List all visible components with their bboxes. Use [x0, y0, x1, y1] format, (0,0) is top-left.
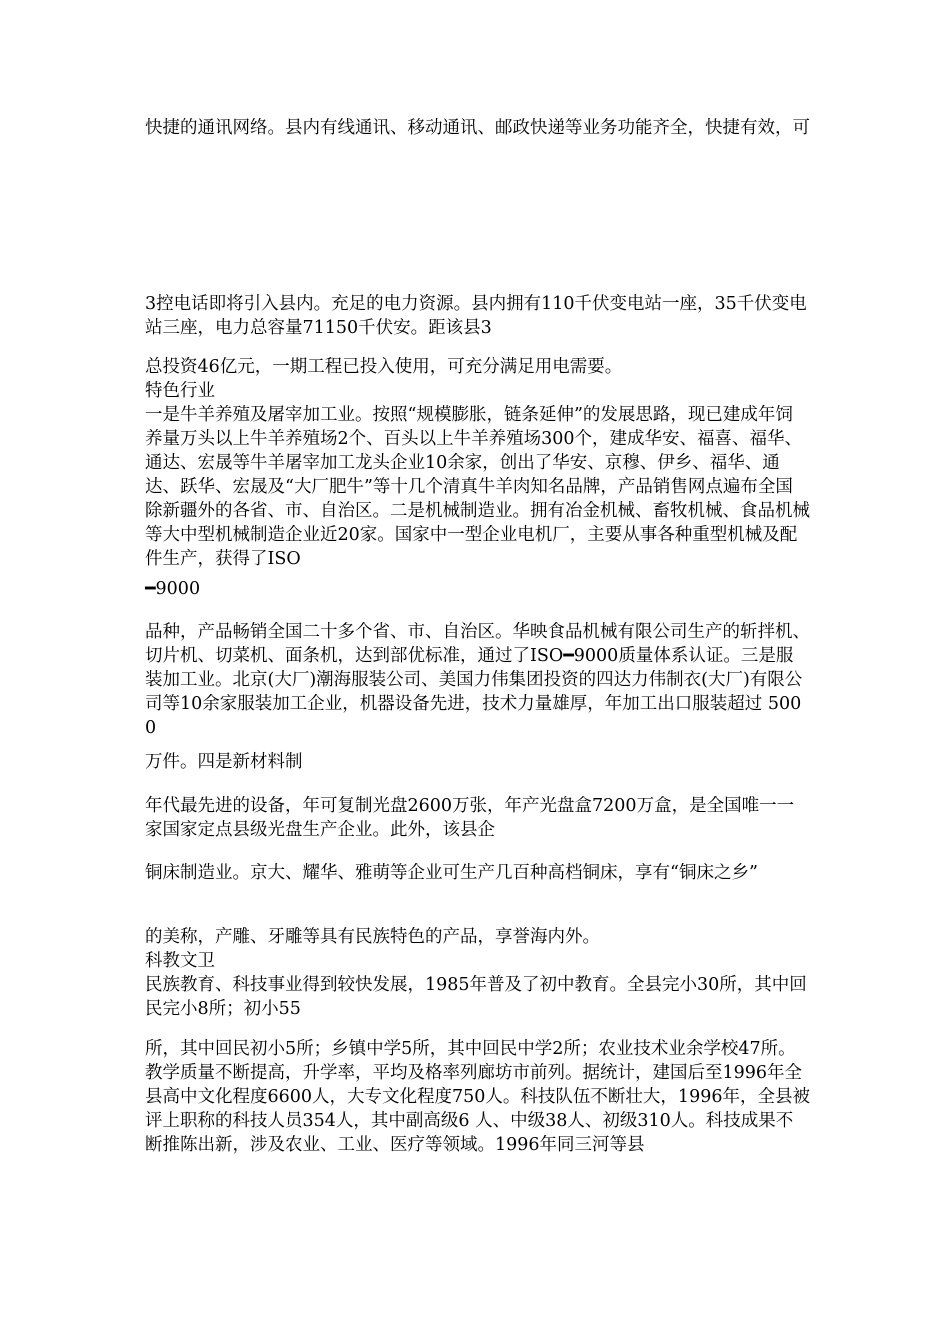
- paragraph-power-resources: 3控电话即将引入县内。充足的电力资源。县内拥有110千伏变电站一座，35千伏变电站三座，电力总容量71150千伏安。距该县3: [145, 294, 807, 338]
- paragraph-carvings: 的美称，产雕、牙雕等具有民族特色的产品，享誉海内外。: [145, 927, 600, 947]
- paragraph-optical-discs: 年代最先进的设备，年可复制光盘2600万张，年产光盘盒7200万盒，是全国唯一一家国家定点县级光盘生产企业。此外，该县企: [145, 796, 795, 840]
- paragraph-machinery-garments: 品种，产品畅销全国二十多个省、市、自治区。华映食品机械有限公司生产的斩拌机、切片机、切菜机、面条机，达到部优标准，通过了ISO━9000质量体系认证。三是服装加工业。北京(大厂)潮海服装公司、美国力伟集团投资的四达力伟制衣(大厂)有限公司等10余家服装加工企业，机器设备先进，技术力量雄厚，年加工出口服装超过 5000: [145, 622, 810, 738]
- paragraph-copper-beds: 铜床制造业。京大、耀华、雅萌等企业可生产几百种高档铜床，享有“铜床之乡”: [145, 863, 758, 883]
- paragraph-education: 民族教育、科技事业得到较快发展，1985年普及了初中教育。全县完小30所，其中回民完小8所；初小55: [145, 975, 807, 1019]
- section-heading-education: 科教文卫: [145, 951, 215, 971]
- paragraph-iso-9000: ━9000: [145, 579, 201, 599]
- paragraph-new-materials: 万件。四是新材料制: [145, 752, 303, 772]
- paragraph-communications: 快捷的通讯网络。县内有线通讯、移动通讯、邮政快递等业务功能齐全，快捷有效，可: [145, 118, 810, 138]
- paragraph-industries: 一是牛羊养殖及屠宰加工业。按照“规模膨胀，链条延伸”的发展思路，现已建成年饲养量万头以上牛羊养殖场2个、百头以上牛羊养殖场300个，建成华安、福喜、福华、通达、宏晟等牛羊屠宰加工龙头企业10余家，创出了华安、京穆、伊乡、福华、通达、跃华、宏晟及“大厂肥牛”等十几个清真牛羊肉知名品牌，产品销售网点遍布全国除新疆外的各省、市、自治区。二是机械制造业。拥有冶金机械、畜牧机械、食品机械等大中型机械制造企业近20家。国家中一型企业电机厂，主要从事各种重型机械及配件生产，获得了ISO: [145, 405, 810, 569]
- section-heading-industry: 特色行业: [145, 381, 215, 401]
- paragraph-investment: 总投资46亿元，一期工程已投入使用，可充分满足用电需要。: [145, 357, 623, 377]
- paragraph-schools-technology: 所，其中回民初小5所；乡镇中学5所，其中回民中学2所；农业技术业余学校47所。教学质量不断提高，升学率，平均及格率列廊坊市前列。据统计，建国后至1996年全县高中文化程度6600人，大专文化程度750人。科技队伍不断壮大，1996年，全县被评上职称的科技人员354人，其中副高级6 人、中级38人、初级310人。科技成果不断推陈出新，涉及农业、工业、医疗等领域。1996年同三河等县: [145, 1039, 810, 1155]
